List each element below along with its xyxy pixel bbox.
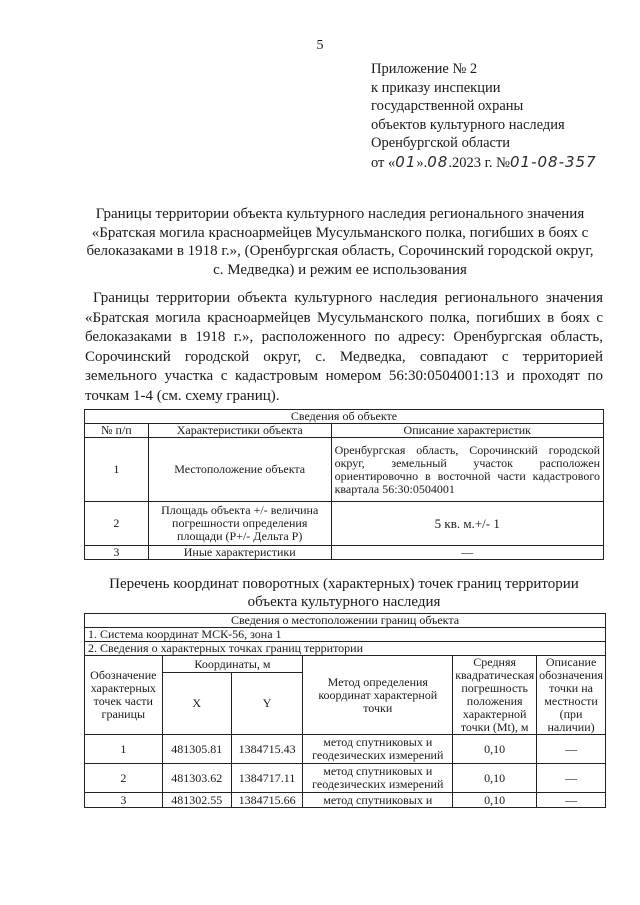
column-header: Описание характеристик <box>331 424 603 438</box>
document-heading: Границы территории объекта культурного наследия регионального значения «Братская могила красноармейцев Мусульманского полка, погибших в боях с белоказаками в 1918 г.», (Оренбургская область, Сорочинский городской округ, с. Медведка) и режим ее использования <box>86 206 594 278</box>
table-row <box>85 546 604 560</box>
coord-x: 481305.81 <box>162 735 231 764</box>
point-id: 2 <box>85 764 163 793</box>
table-caption: Сведения о местоположении границ объекта <box>85 614 606 628</box>
table-caption: Сведения об объекте <box>85 410 604 424</box>
column-header: Описание обозначения точки на местности (при наличии) <box>537 656 606 735</box>
error: 0,10 <box>453 735 537 764</box>
description: — <box>537 793 606 808</box>
description: — <box>537 764 606 793</box>
handwritten-day: 01 <box>395 152 417 171</box>
boundary-paragraph: Границы территории объекта культурного наследия регионального значения «Братская могила красноармейцев Мусульманского полка, погибших в боях с белоказаками в 1918 г.», расположенного по адресу: Оренбургская область, Сорочинский городской округ, с. Медведка, совпадают с территорией земельного участка с кадастровым номером 56:30:0504001:13 и проходят по точкам 1-4 (см. схему границ). <box>85 290 603 404</box>
appendix-line: государственной охраны <box>371 98 524 114</box>
column-header: Координаты, м <box>162 656 303 673</box>
row-number: 1 <box>85 438 149 502</box>
appendix-line: Оренбургской области <box>371 135 511 151</box>
coord-x: 481303.62 <box>162 764 231 793</box>
column-header: Характеристики объекта <box>148 424 331 438</box>
point-id: 1 <box>85 735 163 764</box>
column-header-y: Y <box>231 673 302 735</box>
table-row <box>85 793 606 808</box>
page-number: 5 <box>316 38 324 53</box>
section-label: 2. Сведения о характерных точках границ территории <box>85 642 606 656</box>
coord-y: 1384715.66 <box>231 793 302 808</box>
order-date-line <box>371 153 597 173</box>
column-header: Метод определения координат характерной точки <box>303 656 453 735</box>
column-header: Средняя квадратическая погрешность положения характерной точки (Mt), м <box>453 656 537 735</box>
date-year: .2023 г. № <box>448 154 510 171</box>
appendix-block <box>371 60 597 172</box>
method: метод спутниковых и <box>303 793 453 808</box>
coord-y: 1384717.11 <box>231 764 302 793</box>
characteristic-name: Площадь объекта +/- величина погрешности определения площади (Р+/- Дельта Р) <box>148 502 331 546</box>
appendix-line: Приложение № 2 <box>371 61 478 77</box>
coord-y: 1384715.43 <box>231 735 302 764</box>
section-label: 1. Система координат МСК-56, зона 1 <box>85 628 606 642</box>
handwritten-month: 08 <box>427 152 449 171</box>
table-row <box>85 438 604 502</box>
table-row <box>85 735 606 764</box>
method: метод спутниковых и геодезических измерений <box>303 764 453 793</box>
column-header: Обозначение характерных точек части границы <box>85 656 163 735</box>
characteristic-name: Иные характеристики <box>148 546 331 560</box>
handwritten-order-number: 01-08-357 <box>510 152 597 171</box>
row-number: 2 <box>85 502 149 546</box>
characteristic-name: Местоположение объекта <box>148 438 331 502</box>
method: метод спутниковых и геодезических измерений <box>303 735 453 764</box>
date-mid: ». <box>416 154 428 171</box>
object-info-table <box>84 409 604 560</box>
table-row <box>85 502 604 546</box>
appendix-line: объектов культурного наследия <box>371 116 565 133</box>
column-header-x: X <box>162 673 231 735</box>
column-header: № п/п <box>85 424 149 438</box>
description: — <box>537 735 606 764</box>
characteristic-value: 5 кв. м.+/- 1 <box>331 502 603 546</box>
table-row <box>85 764 606 793</box>
date-prefix: от « <box>371 154 396 171</box>
characteristic-value: — <box>331 546 603 560</box>
error: 0,10 <box>453 793 537 808</box>
coordinates-table <box>84 613 606 808</box>
coord-x: 481302.55 <box>162 793 231 808</box>
characteristic-value: Оренбургская область, Сорочинский городской округ, земельный участок расположен ориентировочно в восточной части кадастрового квартала 56:30:0504001 <box>331 438 603 502</box>
appendix-line: к приказу инспекции <box>371 79 501 96</box>
point-id: 3 <box>85 793 163 808</box>
coordinates-list-title: Перечень координат поворотных (характерных) точек границ территории объекта культурного наследия <box>109 576 579 610</box>
row-number: 3 <box>85 546 149 560</box>
error: 0,10 <box>453 764 537 793</box>
